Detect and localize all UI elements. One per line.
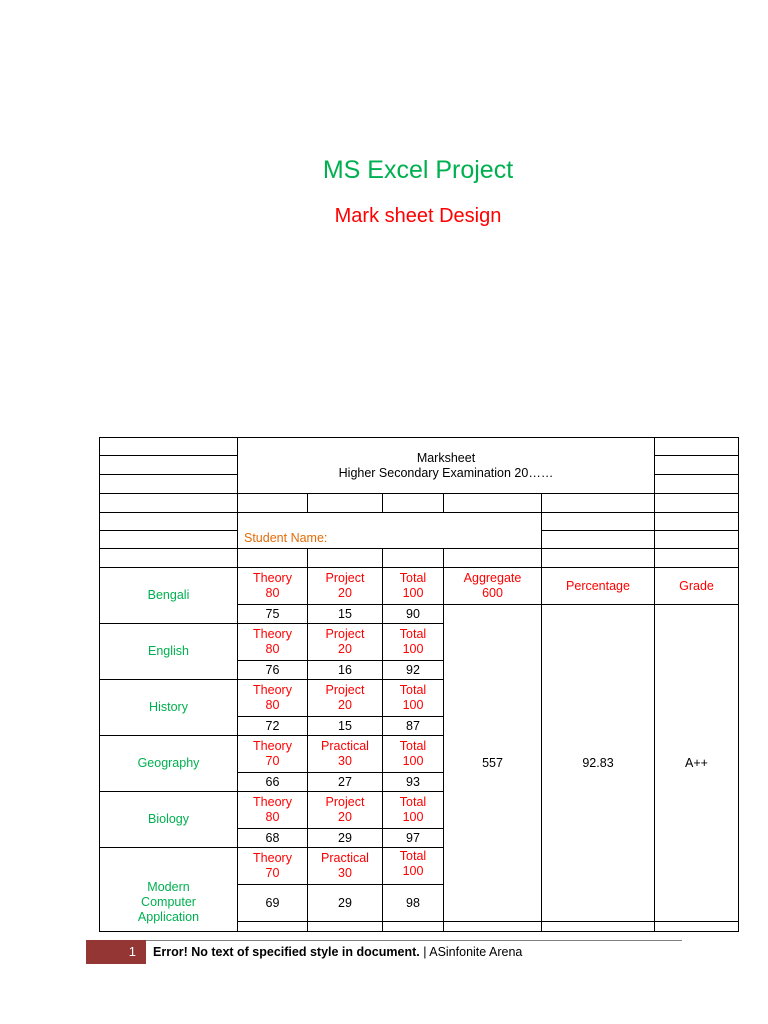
cell-text: 20 — [338, 698, 352, 712]
table-cell — [444, 494, 542, 513]
table-cell: 15 — [308, 717, 383, 736]
table-cell: 72 — [238, 717, 308, 736]
cell-text: Practical — [321, 851, 369, 865]
table-cell — [238, 494, 308, 513]
table-cell — [308, 736, 383, 773]
cell-text: Project — [325, 627, 365, 641]
subject-row-bengali — [100, 568, 739, 605]
cell-text: 100 — [402, 754, 424, 768]
cell-text: Total — [399, 627, 427, 641]
table-cell: 68 — [238, 829, 308, 848]
table-cell: 87 — [383, 717, 444, 736]
cell-text: 100 — [402, 698, 424, 712]
table-cell: 97 — [383, 829, 444, 848]
table-row — [100, 438, 739, 456]
table-cell — [308, 494, 383, 513]
table-cell — [238, 624, 308, 661]
table-cell: 93 — [383, 773, 444, 792]
table-cell: 90 — [383, 605, 444, 624]
footer-text — [153, 945, 522, 959]
student-name-label: Student Name: — [238, 513, 542, 549]
cell-text: 20 — [338, 810, 352, 824]
table-cell — [238, 848, 308, 885]
table-cell: 29 — [308, 829, 383, 848]
cell-text: 100 — [402, 642, 424, 656]
table-cell — [308, 848, 383, 885]
cell-text: 20 — [338, 642, 352, 656]
table-cell: 69 — [238, 885, 308, 922]
table-row — [100, 549, 739, 568]
cell-text: 30 — [338, 754, 352, 768]
subject-name — [100, 848, 238, 932]
cell-text: 80 — [265, 698, 280, 712]
table-cell: 76 — [238, 661, 308, 680]
cell-text: Theory — [253, 851, 292, 865]
document-subtitle: Mark sheet Design — [334, 205, 502, 227]
cell-text: 80 — [265, 586, 280, 600]
table-cell — [655, 549, 739, 568]
cell-text: Practical — [321, 739, 369, 753]
table-row — [100, 494, 739, 513]
table-cell — [542, 922, 655, 932]
table-cell — [383, 624, 444, 661]
table-cell — [383, 792, 444, 829]
table-cell — [238, 922, 308, 932]
table-cell — [655, 513, 739, 531]
cell-text: 70 — [265, 866, 280, 880]
table-cell — [542, 494, 655, 513]
grade-value: A++ — [655, 605, 739, 922]
cell-text: Aggregate — [463, 571, 522, 585]
cell-text: 100 — [402, 864, 424, 878]
table-cell — [238, 680, 308, 717]
cell-text: Total — [399, 849, 427, 863]
heading-line2: Higher Secondary Examination 20…… — [338, 465, 554, 480]
footer-separator: | — [419, 945, 430, 959]
subject-name: Biology — [100, 792, 238, 848]
table-row — [100, 513, 739, 531]
cell-text: 80 — [265, 810, 280, 824]
table-cell: 15 — [308, 605, 383, 624]
footer-org: ASinfonite Arena — [429, 945, 523, 959]
table-cell: 98 — [383, 885, 444, 922]
cell-text: Total — [399, 795, 427, 809]
grade-header: Grade — [655, 568, 739, 605]
table-cell — [238, 736, 308, 773]
heading-line1: Marksheet — [416, 450, 476, 465]
table-cell — [100, 456, 238, 475]
table-cell — [383, 568, 444, 605]
table-cell — [655, 456, 739, 475]
aggregate-header — [444, 568, 542, 605]
table-cell — [100, 531, 238, 549]
table-cell — [238, 568, 308, 605]
table-cell — [383, 736, 444, 773]
marksheet-table — [99, 437, 739, 932]
cell-text: Theory — [253, 739, 292, 753]
table-cell: 29 — [308, 885, 383, 922]
table-cell — [655, 494, 739, 513]
table-cell — [100, 549, 238, 568]
cell-text: Theory — [253, 795, 292, 809]
table-cell — [655, 922, 739, 932]
table-cell — [100, 494, 238, 513]
table-cell — [100, 475, 238, 494]
cell-text: Theory — [253, 571, 292, 585]
table-cell — [100, 438, 238, 456]
cell-text: Application — [137, 910, 200, 924]
table-cell: 92 — [383, 661, 444, 680]
footer-error: Error! No text of specified style in document. — [153, 945, 420, 959]
subject-name: Geography — [100, 736, 238, 792]
cell-text: Modern — [147, 880, 190, 894]
table-cell — [655, 438, 739, 456]
table-cell — [655, 531, 739, 549]
table-cell — [542, 513, 655, 531]
table-cell — [308, 624, 383, 661]
aggregate-value: 557 — [444, 605, 542, 922]
table-cell — [542, 531, 655, 549]
cell-text: Total — [399, 739, 427, 753]
cell-text: Total — [399, 683, 427, 697]
cell-text: 30 — [338, 866, 352, 880]
cell-text: Project — [325, 795, 365, 809]
table-cell: 16 — [308, 661, 383, 680]
table-cell — [238, 549, 308, 568]
percentage-header: Percentage — [542, 568, 655, 605]
footer-divider — [146, 940, 682, 941]
table-cell — [100, 513, 238, 531]
table-cell — [308, 922, 383, 932]
table-cell — [383, 848, 444, 885]
cell-text: Computer — [141, 895, 196, 909]
cell-text: Total — [399, 571, 427, 585]
table-cell: 66 — [238, 773, 308, 792]
subject-name: English — [100, 624, 238, 680]
table-cell — [383, 494, 444, 513]
cell-text: Project — [325, 683, 365, 697]
table-cell — [308, 680, 383, 717]
table-cell — [308, 568, 383, 605]
table-cell — [383, 922, 444, 932]
cell-text: 600 — [482, 586, 503, 600]
cell-text: 70 — [265, 754, 280, 768]
cell-text: 20 — [338, 586, 352, 600]
cell-text: Theory — [253, 627, 292, 641]
table-cell — [238, 792, 308, 829]
cell-text: Project — [325, 571, 365, 585]
percentage-value: 92.83 — [542, 605, 655, 922]
document-title: MS Excel Project — [322, 156, 514, 184]
table-cell — [444, 549, 542, 568]
cell-text: Theory — [253, 683, 292, 697]
cell-text: 80 — [265, 642, 280, 656]
table-cell: 75 — [238, 605, 308, 624]
marksheet-heading — [238, 438, 655, 494]
cell-text: 100 — [402, 810, 424, 824]
table-cell — [655, 475, 739, 494]
table-cell — [383, 680, 444, 717]
table-cell — [383, 549, 444, 568]
table-cell — [308, 792, 383, 829]
cell-text: 100 — [402, 586, 424, 600]
table-cell — [308, 549, 383, 568]
subject-name: Bengali — [100, 568, 238, 624]
table-cell — [542, 549, 655, 568]
page-number: 1 — [86, 940, 146, 964]
table-cell — [444, 922, 542, 932]
table-cell: 27 — [308, 773, 383, 792]
subject-name: History — [100, 680, 238, 736]
